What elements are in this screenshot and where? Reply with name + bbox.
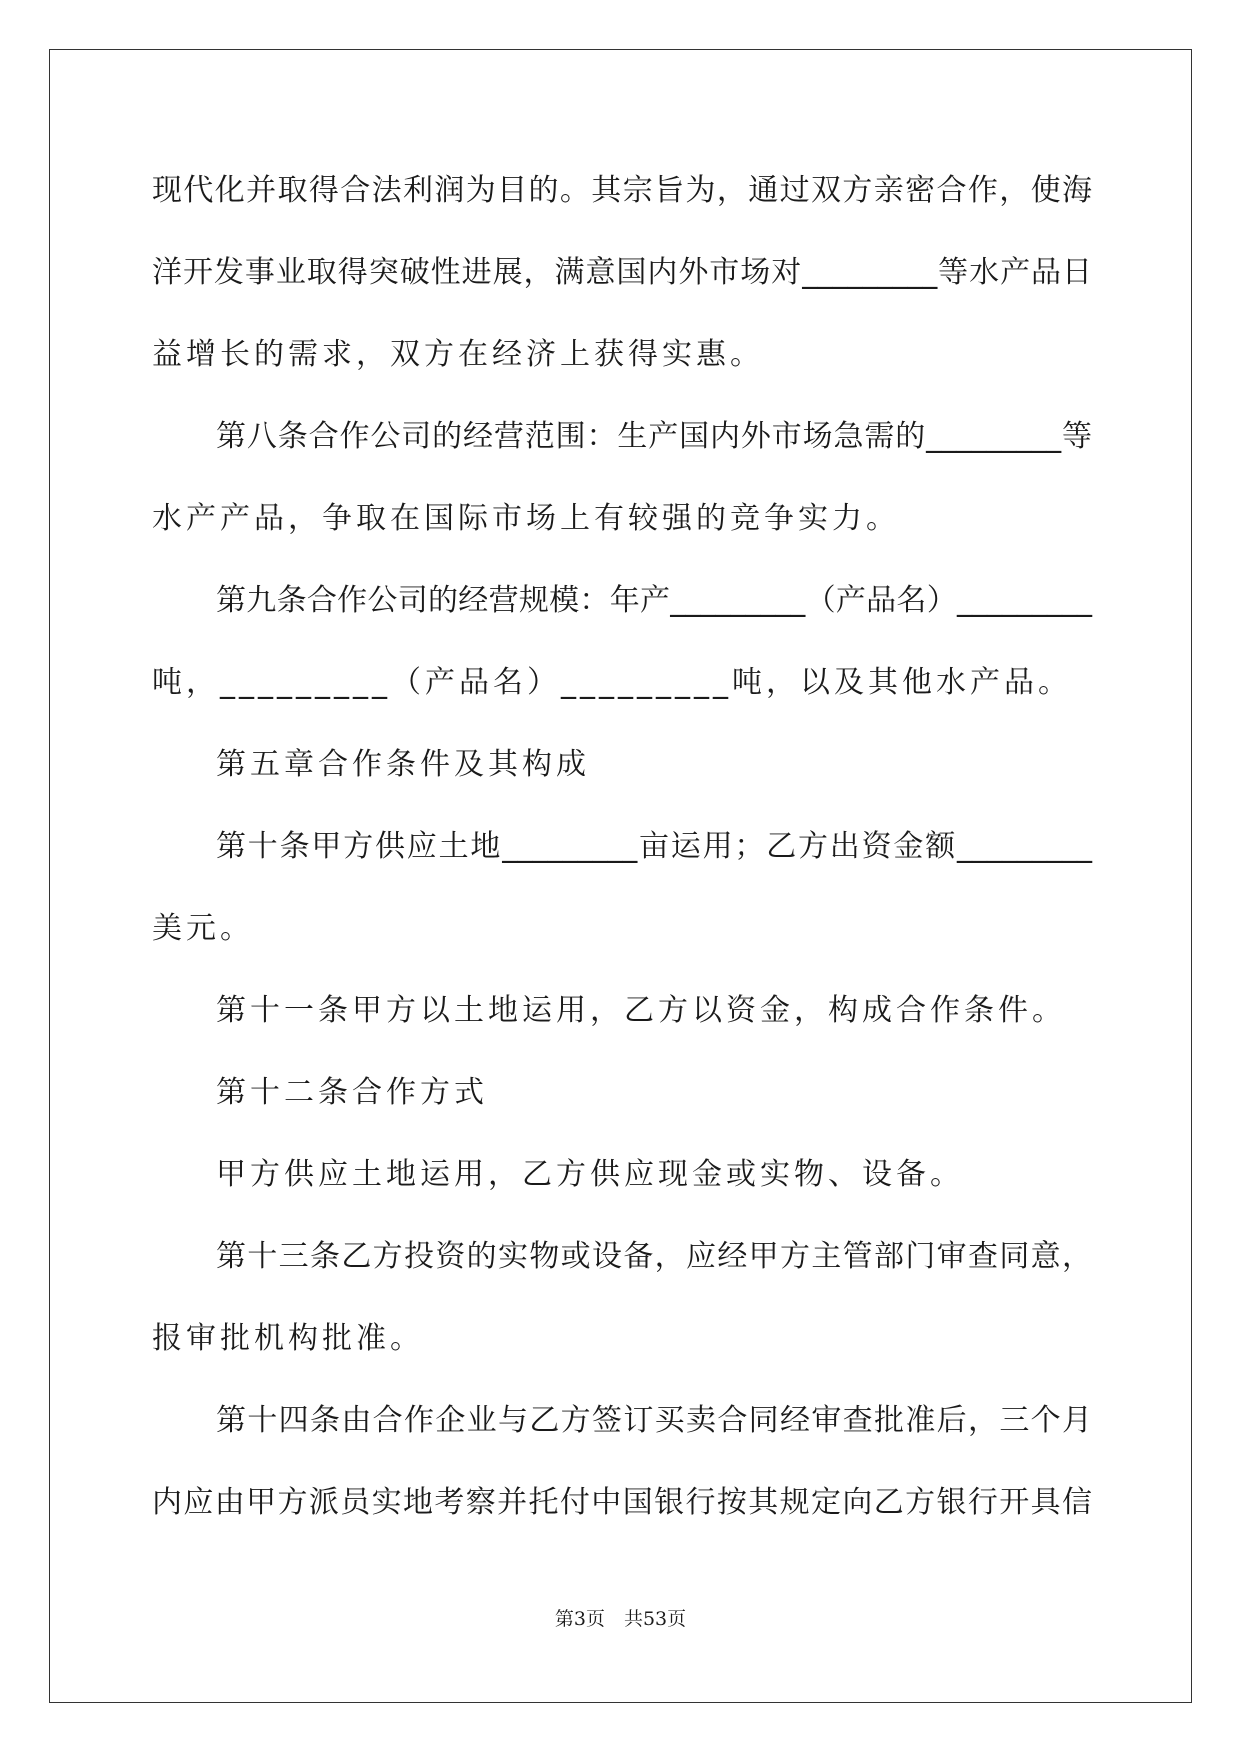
text-line: 益增长的需求，双方在经济上获得实惠。 xyxy=(152,337,764,372)
text-line: 内应由甲方派员实地考察并托付中国银行按其规定向乙方银行开具信 xyxy=(152,1485,1092,1520)
chapter-heading: 第五章合作条件及其构成 xyxy=(216,747,590,782)
text-line: 第十一条甲方以土地运用，乙方以资金，构成合作条件。 xyxy=(216,993,1066,1028)
text-line: 洋开发事业取得突破性进展，满意国内外市场对_________等水产品日 xyxy=(152,255,1092,290)
page-number: 第3页 共53页 xyxy=(554,1608,687,1630)
text-line: 第十二条合作方式 xyxy=(216,1075,488,1110)
text-line: 报审批机构批准。 xyxy=(152,1321,424,1356)
text-line: 美元。 xyxy=(152,911,254,946)
text-line: 第九条合作公司的经营规模：年产_________（产品名）_________ xyxy=(216,583,1092,618)
text-line: 现代化并取得合法利润为目的。其宗旨为，通过双方亲密合作，使海 xyxy=(152,173,1092,208)
text-line: 第八条合作公司的经营范围：生产国内外市场急需的_________等 xyxy=(216,419,1092,454)
text-line: 第十四条由合作企业与乙方签订买卖合同经审查批准后，三个月 xyxy=(216,1403,1092,1438)
document-body xyxy=(152,160,1092,1554)
text-line: 甲方供应土地运用，乙方供应现金或实物、设备。 xyxy=(216,1157,964,1192)
text-line: 第十三条乙方投资的实物或设备，应经甲方主管部门审查同意， xyxy=(216,1239,1092,1274)
text-line: 第十条甲方供应土地_________亩运用；乙方出资金额_________ xyxy=(216,829,1092,864)
text-line: 水产产品，争取在国际市场上有较强的竞争实力。 xyxy=(152,501,900,536)
text-line: 吨，_________（产品名）_________吨，以及其他水产品。 xyxy=(152,665,1072,700)
